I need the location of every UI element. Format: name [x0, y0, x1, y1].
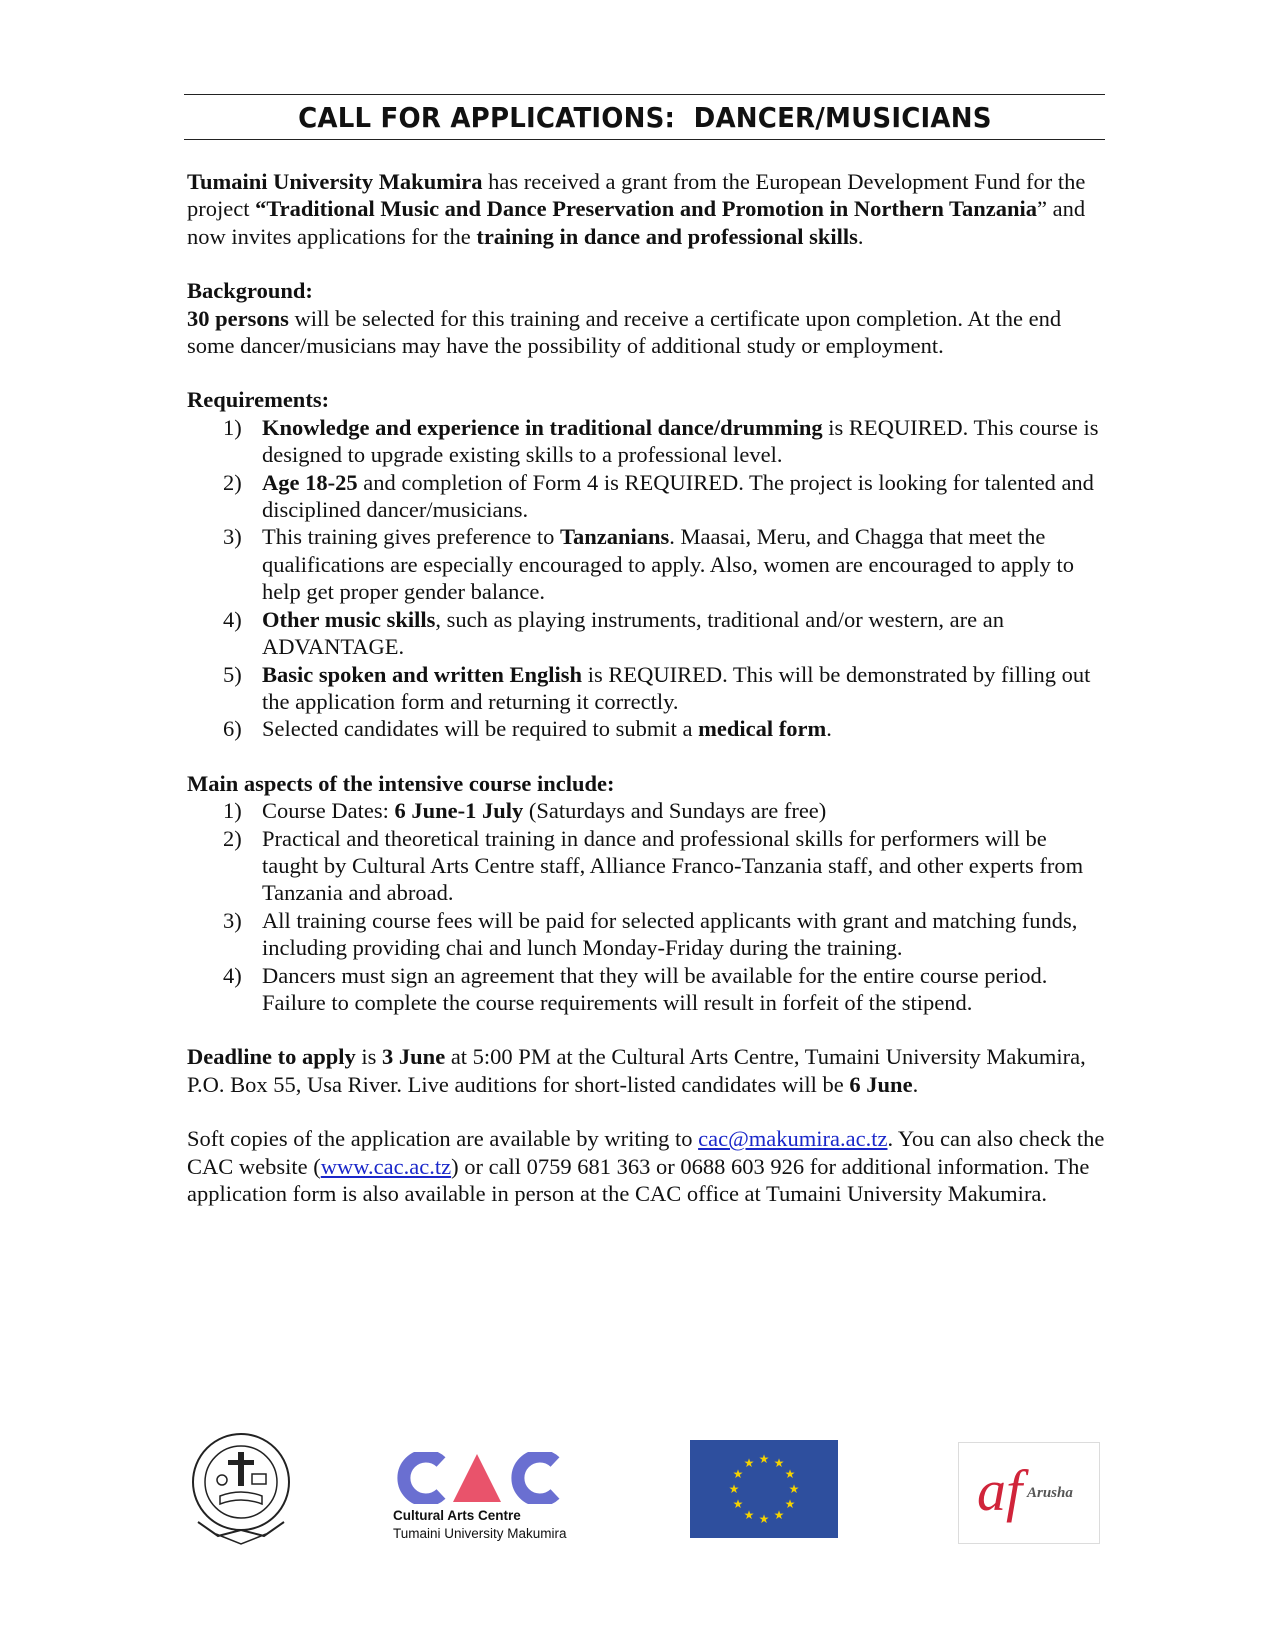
star-icon: ★	[743, 1456, 755, 1471]
course-list	[187, 797, 1107, 1016]
item-pre: This training gives preference to	[262, 524, 561, 550]
intro-text-1: has received a grant from the European Development Fund for the project	[187, 169, 1086, 222]
course-section	[187, 770, 1107, 1017]
background-heading: Background:	[187, 278, 313, 304]
deadline-text-2: at 5:00 PM at the Cultural Arts Centre, Tumaini University Makumira, P.O. Box 55, Usa River. Live auditions for short-listed candidates will be	[187, 1044, 1086, 1097]
alliance-francaise-logo	[958, 1442, 1100, 1544]
item-text: and completion of Form 4 is REQUIRED. The project is looking for talented and disciplined dancer/musicians.	[262, 469, 1094, 523]
star-icon: ★	[758, 1512, 770, 1526]
item-text: All training course fees will be paid for selected applicants with grant and matching funds, including providing chai and lunch Monday-Friday during the training.	[262, 907, 1078, 961]
item-number: 1)	[223, 414, 242, 440]
list-item	[187, 414, 1107, 469]
af-icon: af	[977, 1458, 1023, 1523]
email-link[interactable]: cac@makumira.ac.tz	[698, 1126, 888, 1152]
contact-text-3: ) or call 0759 681 363 or 0688 603 926 for additional information. The application form is also available in person at the CAC office at Tumaini University Makumira.	[187, 1153, 1090, 1206]
deadline-date: 3 June	[382, 1044, 446, 1070]
cac-logo	[393, 1452, 593, 1548]
item-text: is REQUIRED. This will be demonstrated by filling out the application form and returning it correctly.	[262, 661, 1091, 714]
item-text: (Saturdays and Sundays are free)	[523, 798, 827, 824]
item-number: 4)	[223, 606, 242, 632]
intro-text-3: .	[857, 223, 864, 249]
deadline-text-3: .	[912, 1071, 919, 1097]
item-number: 1)	[223, 798, 242, 824]
item-text: is REQUIRED. This course is designed to upgrade existing skills to a professional level.	[262, 414, 1099, 468]
deadline-paragraph	[187, 1043, 1107, 1098]
item-number: 2)	[223, 825, 242, 851]
star-icon: ★	[732, 1467, 744, 1481]
document-body	[187, 168, 1107, 1234]
deadline-label: Deadline to apply	[187, 1044, 356, 1070]
eu-stars-icon	[690, 1440, 838, 1538]
star-icon: ★	[773, 1507, 785, 1522]
item-bold: Tanzanians	[560, 524, 670, 550]
project-name: “Traditional Music and Dance Preservation and Promotion in Northern Tanzania	[255, 196, 1038, 222]
star-icon: ★	[758, 1452, 770, 1466]
audition-date: 6 June	[849, 1071, 913, 1097]
star-icon: ★	[784, 1497, 796, 1511]
list-item	[187, 715, 1107, 742]
intro-text-2: ” and now invites applications for the	[187, 196, 1086, 249]
item-number: 4)	[223, 962, 242, 988]
background-text: will be selected for this training and receive a certificate upon completion. At the end some dancer/musicians may have the possibility of additional study or employment.	[187, 305, 1062, 359]
item-bold: Other music skills	[262, 606, 436, 632]
website-link[interactable]: www.cac.ac.tz	[320, 1153, 452, 1179]
star-icon: ★	[788, 1482, 800, 1496]
cac-subtitle: Tumaini University Makumira	[393, 1526, 567, 1541]
org-name: Tumaini University Makumira	[187, 169, 483, 194]
item-bold: Age 18-25	[262, 469, 358, 495]
item-pre: Course Dates:	[262, 798, 395, 824]
requirements-list	[187, 414, 1107, 743]
star-icon: ★	[743, 1507, 755, 1522]
persons-count: 30 persons	[187, 305, 289, 331]
item-number: 2)	[223, 469, 242, 495]
contact-text-2: . You can also check the CAC website (	[187, 1126, 1105, 1179]
cac-wordmark-icon	[393, 1452, 593, 1504]
cac-name: Cultural Arts Centre	[393, 1508, 521, 1523]
list-item	[187, 661, 1107, 716]
tumaini-university-seal	[186, 1430, 296, 1550]
list-item	[187, 606, 1107, 661]
contact-text-1: Soft copies of the application are available by writing to	[187, 1126, 699, 1152]
eu-flag	[690, 1440, 838, 1538]
star-icon: ★	[728, 1482, 740, 1496]
item-text: , such as playing instruments, traditional and/or western, are an ADVANTAGE.	[262, 606, 1004, 660]
page-title: CALL FOR APPLICATIONS: DANCER/MUSICIANS	[297, 100, 992, 134]
list-item	[187, 825, 1107, 907]
item-bold: Knowledge and experience in traditional dance/drumming	[262, 414, 823, 440]
item-number: 3)	[223, 907, 242, 933]
requirements-heading: Requirements:	[187, 387, 330, 413]
title-box	[184, 94, 1105, 140]
list-item	[187, 469, 1107, 524]
requirements-section	[187, 386, 1107, 742]
list-item	[187, 797, 1107, 824]
item-text: .	[826, 716, 832, 742]
item-number: 5)	[223, 661, 242, 687]
item-number: 6)	[223, 716, 242, 742]
star-icon: ★	[784, 1467, 796, 1481]
logo-strip	[0, 1430, 1275, 1560]
course-heading: Main aspects of the intensive course include:	[187, 770, 615, 796]
training-name: training in dance and professional skills	[476, 223, 858, 249]
item-text: Practical and theoretical training in dance and professional skills for performers will be taught by Cultural Arts Centre staff, Alliance Franco-Tanzania staff, and other experts from Tanzania and abroad.	[262, 825, 1084, 906]
item-bold: 6 June-1 July	[394, 798, 524, 824]
af-label: Arusha	[1027, 1485, 1073, 1501]
item-text: . Maasai, Meru, and Chagga that meet the qualifications are especially encouraged to apply. Also, women are encouraged to apply to help get proper gender balance.	[262, 524, 1074, 605]
background-section	[187, 277, 1107, 359]
intro-paragraph	[187, 168, 1107, 250]
star-icon: ★	[732, 1497, 744, 1511]
contact-paragraph	[187, 1125, 1107, 1207]
list-item	[187, 523, 1107, 605]
item-pre: Selected candidates will be required to submit a	[262, 716, 699, 742]
list-item	[187, 962, 1107, 1017]
item-bold: medical form	[698, 716, 827, 742]
item-text: Dancers must sign an agreement that they will be available for the entire course period. Failure to complete the course requirements will result in forfeit of the stipend.	[262, 962, 1048, 1015]
item-bold: Basic spoken and written English	[262, 661, 583, 687]
item-number: 3)	[223, 524, 242, 550]
deadline-text-1: is	[355, 1044, 383, 1070]
star-icon: ★	[773, 1456, 785, 1471]
list-item	[187, 907, 1107, 962]
